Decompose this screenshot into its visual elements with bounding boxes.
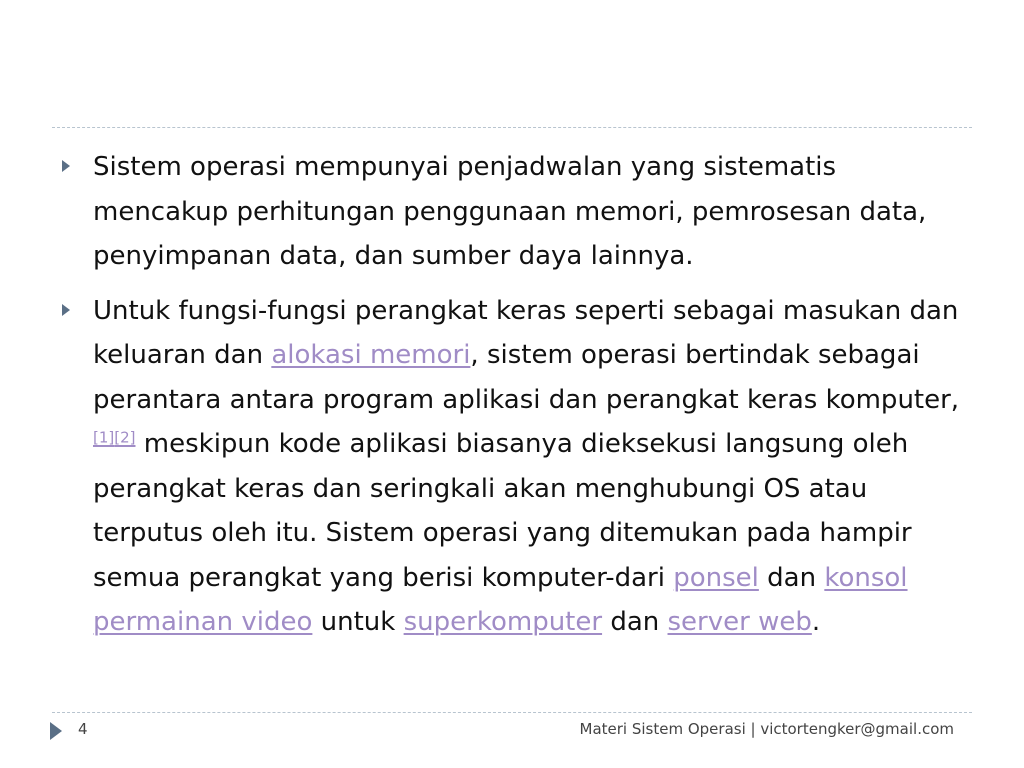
bullet-text-part: dan (602, 607, 668, 637)
bullet-triangle-icon (62, 160, 70, 172)
footer-info: Materi Sistem Operasi | victortengker@gmail.com (579, 720, 954, 738)
bullet-text-part: Untuk fungsi-fungsi perangkat keras seperti sebagai masukan dan keluaran dan (93, 295, 959, 370)
link-superkomputer[interactable]: superkomputer (403, 607, 603, 637)
bullet-item (62, 145, 962, 279)
bottom-divider (52, 712, 972, 713)
slide-footer (0, 718, 1024, 744)
bullet-triangle-icon (62, 304, 70, 316)
top-divider (52, 127, 972, 128)
slide-content (62, 145, 962, 655)
bullet-item (62, 289, 962, 645)
link-konsol-permainan-video[interactable]: konsol permainan video (93, 562, 908, 637)
reference-link-1[interactable]: [1] (93, 428, 115, 447)
bullet-text-part: untuk (312, 607, 404, 637)
bullet-text-part: meskipun kode aplikasi biasanya dieksekusi langsung oleh perangkat keras dan seringkali akan menghubungi OS atau terputus oleh itu. Sistem operasi yang ditemukan pada hampir semua perangkat yang berisi komputer-dari (93, 429, 912, 593)
bullet-text-part: , sistem operasi bertindak sebagai perantara antara program aplikasi dan perangkat keras komputer, (93, 340, 960, 415)
bullet-text-part: . (811, 607, 821, 637)
link-alokasi-memori[interactable]: alokasi memori (271, 340, 471, 370)
link-ponsel[interactable]: ponsel (673, 562, 759, 593)
footer-triangle-icon (50, 722, 62, 740)
reference-link-2[interactable]: [2] (114, 428, 136, 447)
bullet-text-part: dan (758, 562, 825, 593)
link-server-web[interactable]: server web (667, 607, 812, 637)
bullet-text: Sistem operasi mempunyai penjadwalan yang sistematis mencakup perhitungan penggunaan memori, pemrosesan data, penyimpanan data, dan sumber daya lainnya. (93, 152, 927, 271)
page-number: 4 (78, 720, 88, 738)
